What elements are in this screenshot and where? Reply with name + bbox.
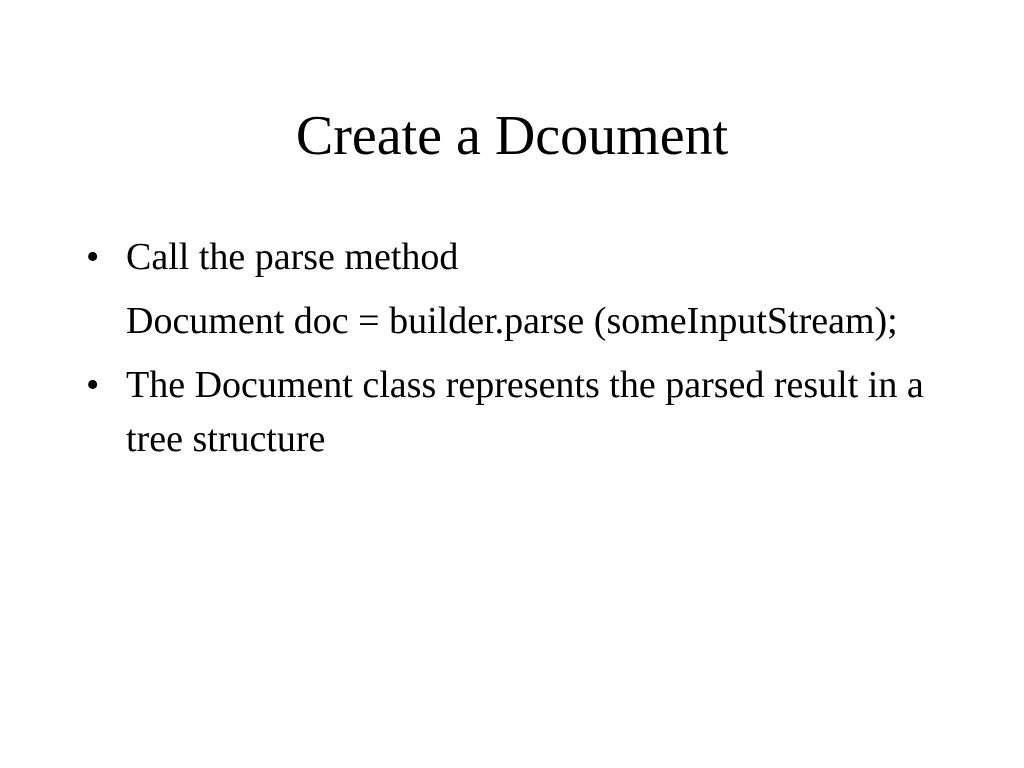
bullet-item xyxy=(86,358,926,466)
code-line: Document doc = builder.parse (someInputStream); xyxy=(126,300,898,342)
bullet-icon: • xyxy=(86,236,100,278)
bullet-item xyxy=(86,230,926,348)
bullet-list xyxy=(86,230,926,466)
slide-title: Create a Dcoument xyxy=(295,105,729,167)
bullet-icon: • xyxy=(86,364,100,406)
bullet-text: The Document class represents the parsed result in a tree structure xyxy=(126,364,924,460)
bullet-text: Call the parse method xyxy=(126,236,459,278)
